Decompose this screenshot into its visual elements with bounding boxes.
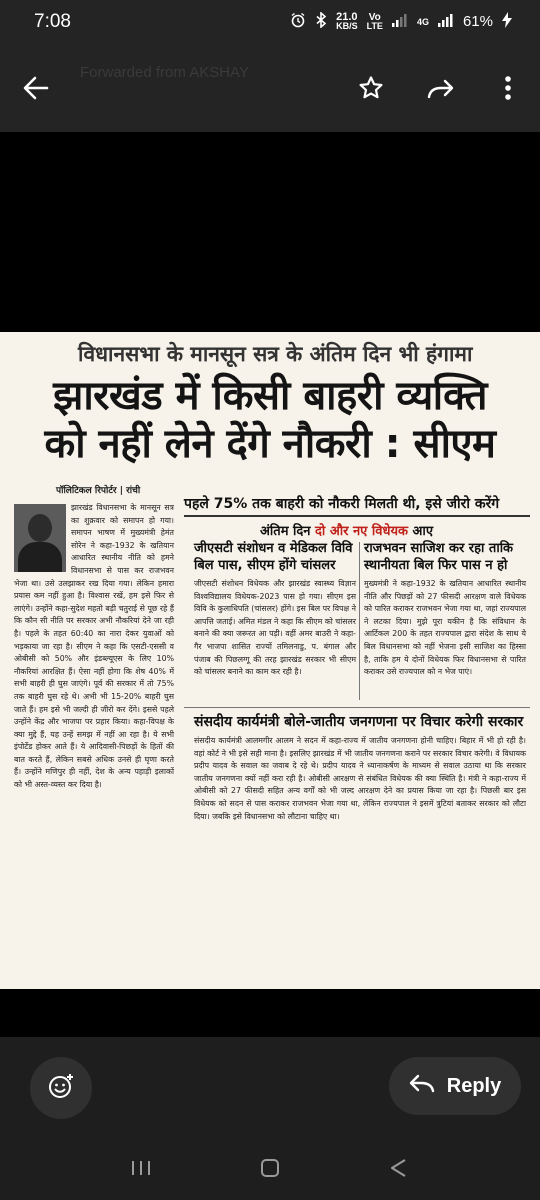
back-triangle-icon	[389, 1158, 407, 1182]
home-icon	[260, 1158, 280, 1182]
story-caste-census	[194, 714, 526, 823]
subheading-highlight: दो और नए विधेयक	[315, 524, 409, 539]
system-nav-bar	[0, 1145, 540, 1200]
forward-icon	[426, 77, 456, 103]
volte-top: Vo	[368, 11, 381, 23]
recents-button[interactable]	[121, 1155, 161, 1185]
net-speed-unit: KB/S	[336, 20, 358, 31]
left-column-text: झारखंड विधानसभा के मानसून सत्र का शुक्रवार को समापन हो गया। समापन भाषण में मुख्यमंत्री हेमंत सोरेन ने कहा-1932 के खतियान आधारित स्थानीय नीति को हमने विधानसभा से पास कर राजभवन भेजा था। उसे उलझाकर रख दिया गया। लेकिन हमारा प्रयास कम नहीं हुआ है। विश्वास रखें, हम इसे फिर से लाएंगे। उन्होंने कहा-सुदेश महतो बड़ी चतुराई से पूछ रहे हैं कि कौन सी नीति पर सरकार अभी नौकरियां देने जा रही है। पहले के तहत 60:40 का नारा देकर युवाओं को भड़काया जा रहा है। सीएम ने कहा कि एसटी-एससी व ओबीसी को 50% और इंडब्ल्यूएस के लिए 10% नौकरियां आरक्षित हैं। ऐसा नहीं होगा कि शेष 40% में सभी बाहरी ही घुस जाएंगे। पूर्व की सरकार में तो 75% तक बाहरी घुस रहे थे। अभी भी 15-20% बाहरी घुस जाते हैं। हम इसे भी जल्दी ही जीरो कर देंगे। इससे पहले उन्होंने केंद्र और भाजपा पर प्रहार किया। कहा-विपक्ष के क्या मुद्दे हैं, यह उन्हें समझ में नहीं आ रहा है। ये सभी इंपोर्टेड होकर आते हैं। ये आदिवासी-पिछड़ों के हितों की बात करते हैं, लेकिन सबसे अधिक उनसे ही घृणा करते हैं। उन्होंने मणिपुर ही नहीं, देश के अन्य पहाड़ी इलाकों को भी अस्त-व्यस्त कर दिया है।	[14, 503, 174, 790]
story-body: जीएसटी संशोधन विधेयक और झारखंड स्वास्थ्य विज्ञान विश्वविद्यालय विधेयक-2023 पास हो गया। सीएम इस विवि के कुलाधिपति (चांसलर) होंगे। इस बिल पर विपक्ष ने आपत्ति जताई। अमित मंडल ने कहा कि सीएम को चांसलर बनाने की क्या जरूरत आ पड़ी। वहीं अमर बाउरी ने कहा-गैर भाजपा शासित राज्यों तमिलनाडु, प. बंगाल और पंजाब की पिछलग्गू की तरह झारखंड सरकार भी सीएम को चांसलर बनाने का काम कर रही है।	[194, 579, 356, 677]
story-body: संसदीय कार्यमंत्री आलमगीर आलम ने सदन में कहा-राज्य में जातीय जनगणना होनी चाहिए। बिहार में भी हो रही है। वहां कोर्ट ने भी इसे सही माना है। इसलिए झारखंड में भी जातीय जनगणना कराने पर सरकार विचार करेगी। वे विधायक प्रदीप यादव के सवाल का जवाब दे रहे थे। प्रदीप यादव ने ध्यानाकर्षण के माध्यम से सवाल उठाया था कि सरकार जातीय जनगणना क्यों नहीं करा रही है। ओबीसी आरक्षण से संबंधित विधेयक की क्या स्थिति है। मंत्री ने कहा-राज्य में ओबीसी को 27 फीसदी सहित अन्य वर्गों को भी जल्द आरक्षण देने का प्रयास किया जा रहा है। पिछली बार इस विधेयक को सदन से पास कराकर राजभवन भेजा गया था, लेकिन राज्यपाल ने इसमें त्रुटियां बताकर सरकार को लौटा दिया। जबकि इसे विधानसभा को लौटाना चाहिए था।	[194, 736, 526, 821]
reply-arrow-icon	[409, 1074, 435, 1098]
star-icon	[358, 75, 384, 105]
reply-button[interactable]	[389, 1057, 521, 1115]
bottom-action-bar	[0, 1037, 540, 1145]
image-viewer[interactable]	[0, 132, 540, 1037]
signal-icon-2	[438, 13, 454, 30]
volte-bottom: LTE	[366, 20, 383, 31]
forward-button[interactable]	[419, 68, 463, 112]
news-headline	[14, 372, 526, 468]
newspaper-clipping	[0, 332, 540, 989]
left-column	[14, 502, 174, 792]
status-icons	[290, 12, 512, 31]
reply-label: Reply	[446, 1074, 502, 1097]
network-type: 4G	[416, 16, 429, 27]
subheading-prefix: अंतिम दिन	[260, 524, 316, 539]
app-bar	[0, 48, 540, 132]
app-title: Forwarded from AKSHAY	[80, 64, 249, 81]
home-button[interactable]	[250, 1155, 290, 1185]
emoji-reaction-button[interactable]	[30, 1057, 92, 1119]
headline-line-1: झारखंड में किसी बाहरी व्यक्ति	[53, 373, 487, 419]
more-options-button[interactable]	[486, 68, 530, 112]
news-subheading	[260, 521, 433, 539]
news-byline: पॉलिटिकल रिपोर्टर | रांची	[56, 486, 141, 496]
column-divider	[359, 542, 360, 700]
net-speed-value: 21.0	[336, 10, 358, 23]
battery-percentage: 61%	[462, 13, 493, 30]
headline-line-2: को नहीं लेने देंगे नौकरी : सीएम	[44, 421, 496, 467]
status-time: 7:08	[34, 11, 71, 32]
signal-icon	[392, 13, 408, 30]
volte-indicator	[367, 13, 383, 31]
news-strap: पहले 75% तक बाहरी को नौकरी मिलती थी, इसे जीरो करेंगे	[184, 496, 500, 512]
charging-icon	[502, 12, 512, 31]
divider	[184, 707, 530, 708]
subheading-suffix: आए	[408, 524, 434, 539]
story-title: राजभवन साजिश कर रहा ताकि स्थानीयता बिल फिर पास न हो	[364, 541, 514, 573]
net-speed	[336, 10, 358, 31]
bluetooth-icon	[315, 12, 327, 31]
star-button[interactable]	[349, 68, 393, 112]
recents-icon	[130, 1159, 152, 1181]
divider	[184, 515, 530, 517]
story-title: जीएसटी संशोधन व मेडिकल विवि बिल पास, सीएम होंगे चांसलर	[194, 541, 353, 573]
status-bar	[0, 0, 540, 48]
more-vert-icon	[504, 75, 512, 105]
story-body: मुख्यमंत्री ने कहा-1932 के खतियान आधारित स्थानीय नीति और पिछड़ों को 27 फीसदी आरक्षण वाले विधेयक को पारित कराकर राजभवन भेजा गया था, जहां राज्यपाल ने लटका दिया। मुझे पूरा यकीन है कि संविधान के आर्टिकल 200 के तहत राज्यपाल द्वारा संदेश के साथ ये बिल विधानसभा को नहीं भेजना इसी साजिश का हिस्सा है, ताकि हम ये दोनों विधेयक फिर विधानसभा से पारित कराकर उसे राज्यपाल को न भेज पाएं।	[364, 579, 526, 677]
add-reaction-icon	[47, 1072, 75, 1104]
story-gst-bill	[194, 540, 356, 679]
back-button[interactable]	[14, 68, 58, 112]
alarm-icon	[290, 12, 306, 31]
story-title: संसदीय कार्यमंत्री बोले-जातीय जनगणना पर विचार करेगी सरकार	[194, 714, 524, 730]
back-nav-button[interactable]	[378, 1155, 418, 1185]
cm-photo	[14, 504, 66, 572]
story-rajbhavan	[364, 540, 526, 679]
news-kicker: विधानसभा के मानसून सत्र के अंतिम दिन भी हंगामा	[78, 342, 473, 366]
back-arrow-icon	[23, 76, 49, 104]
